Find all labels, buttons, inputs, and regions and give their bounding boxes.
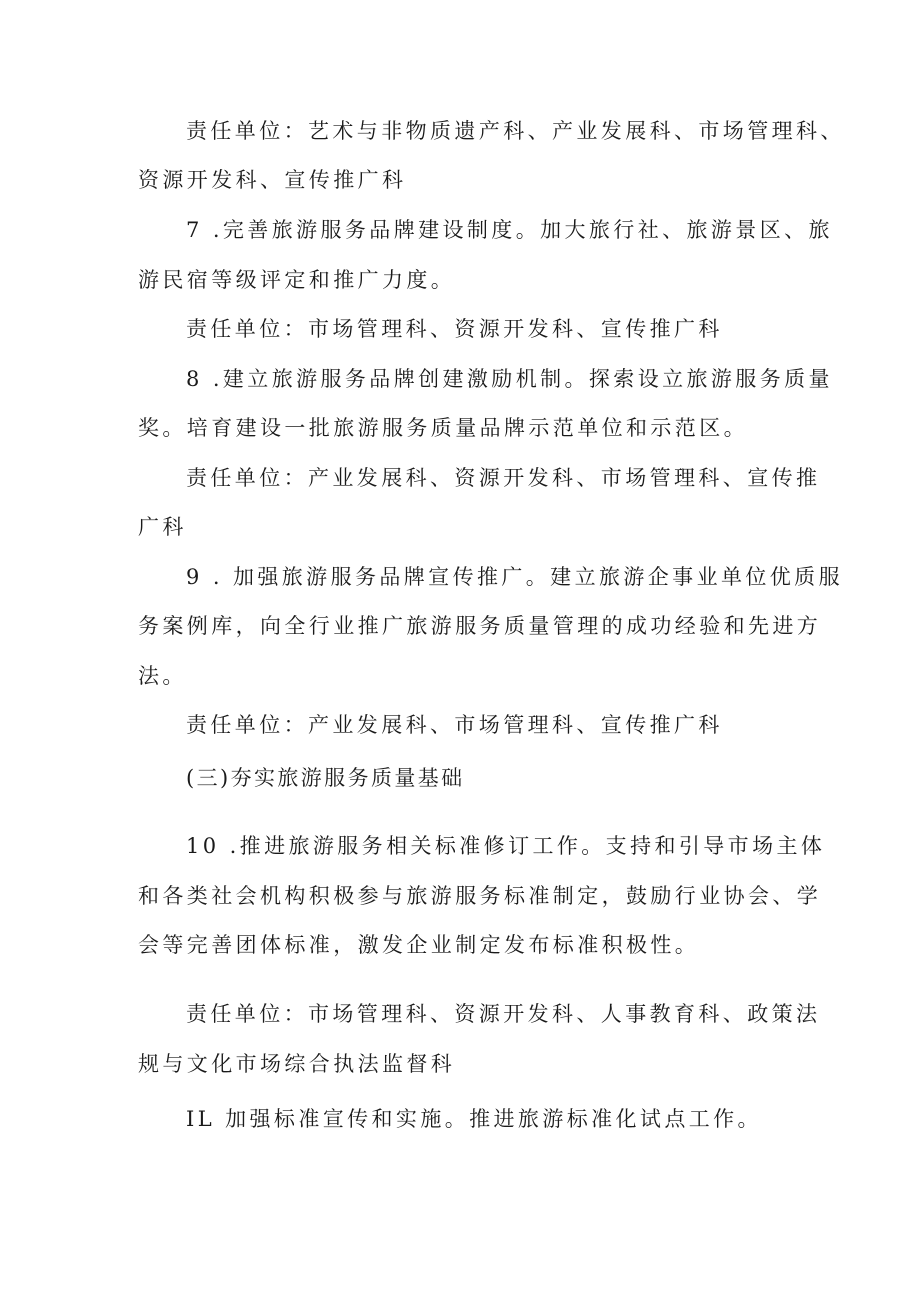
item-10-line: 和各类社会机构积极参与旅游服务标准制定，鼓励行业协会、学 <box>138 884 822 908</box>
responsible-units-line: 责任单位：市场管理科、资源开发科、人事教育科、政策法 <box>186 1002 821 1026</box>
item-10-line: 10 .推进旅游服务相关标准修订工作。支持和引导市场主体 <box>186 834 826 858</box>
item-7-line: 游民宿等级评定和推广力度。 <box>138 268 456 292</box>
item-11-line: IL 加强标准宣传和实施。推进旅游标准化试点工作。 <box>186 1107 762 1131</box>
item-9-line: 法。 <box>138 664 187 688</box>
responsible-units-line: 广科 <box>138 515 187 539</box>
responsible-units-line: 资源开发科、宣传推广科 <box>138 168 407 192</box>
responsible-units-line: 责任单位：产业发展科、市场管理科、宣传推广科 <box>186 713 723 737</box>
item-10-line: 会等完善团体标准，激发企业制定发布标准积极性。 <box>138 933 700 957</box>
responsible-units-line: 责任单位：艺术与非物质遗产科、产业发展科、市场管理科、 <box>186 119 845 143</box>
item-8-line: 8 .建立旅游服务品牌创建激励机制。探索设立旅游服务质量 <box>186 367 833 391</box>
responsible-units-line: 规与文化市场综合执法监督科 <box>138 1052 456 1076</box>
item-7-line: 7 .完善旅游服务品牌建设制度。加大旅行社、旅游景区、旅 <box>186 218 833 242</box>
responsible-units-line: 责任单位：市场管理科、资源开发科、宣传推广科 <box>186 317 723 341</box>
item-9-line: 9 . 加强旅游服务品牌宣传推广。建立旅游企事业单位优质服 <box>186 565 843 589</box>
item-9-line: 务案例库，向全行业推广旅游服务质量管理的成功经验和先进方 <box>138 614 822 638</box>
responsible-units-line: 责任单位：产业发展科、资源开发科、市场管理科、宣传推 <box>186 466 821 490</box>
section-heading: (三)夯实旅游服务质量基础 <box>186 766 465 790</box>
item-8-line: 奖。培育建设一批旅游服务质量品牌示范单位和示范区。 <box>138 416 748 440</box>
